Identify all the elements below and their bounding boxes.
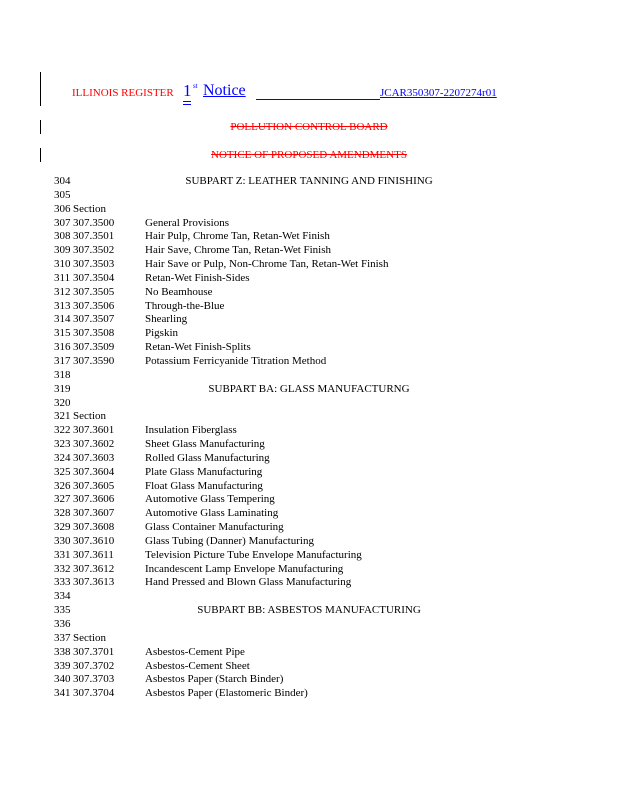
section-title: General Provisions	[145, 216, 230, 229]
text-line	[54, 660, 594, 674]
section-title: Automotive Glass Tempering	[145, 493, 275, 506]
section-number: 307.3504	[73, 271, 115, 284]
notice-label: Notice	[203, 82, 246, 99]
line-number: 325	[54, 465, 71, 478]
section-title: Television Picture Tube Envelope Manufacturing	[145, 548, 362, 561]
section-number: Section	[73, 410, 106, 423]
field-code-one: 1	[183, 81, 192, 100]
line-number: 308	[54, 230, 71, 243]
text-line	[54, 632, 594, 646]
line-number: 338	[54, 645, 71, 658]
text-line	[54, 673, 594, 687]
line-number: 324	[54, 451, 71, 464]
text-line	[54, 410, 594, 424]
section-number: 307.3606	[73, 493, 115, 506]
field-code-superscript: st	[193, 82, 198, 90]
text-line	[54, 313, 594, 327]
section-title: Asbestos-Cement Sheet	[145, 659, 250, 672]
section-title: Incandescent Lamp Envelope Manufacturing	[145, 562, 344, 575]
section-number: 307.3604	[73, 465, 115, 478]
section-title: Pigskin	[145, 327, 179, 340]
text-line	[54, 355, 594, 369]
section-title: No Beamhouse	[145, 285, 213, 298]
line-number: 322	[54, 424, 71, 437]
text-line	[54, 244, 594, 258]
revision-bar	[40, 72, 41, 106]
line-number: 340	[54, 673, 71, 686]
text-line	[54, 646, 594, 660]
line-number: 307	[54, 216, 71, 229]
text-line	[54, 369, 594, 383]
text-line	[54, 203, 594, 217]
section-title: Glass Tubing (Danner) Manufacturing	[145, 534, 314, 547]
line-number: 318	[54, 368, 71, 381]
text-line	[54, 272, 594, 286]
section-number: 307.3500	[73, 216, 115, 229]
section-number: 307.3506	[73, 299, 115, 312]
line-number: 319	[54, 382, 71, 395]
text-line	[54, 383, 594, 397]
section-title: Insulation Fiberglass	[145, 424, 237, 437]
line-number: 327	[54, 493, 71, 506]
jcar-code: JCAR350307-2207274r01	[380, 87, 497, 99]
text-line	[54, 327, 594, 341]
line-number: 304	[54, 175, 71, 187]
section-number: 307.3505	[73, 285, 115, 298]
section-title: Automotive Glass Laminating	[145, 507, 279, 520]
line-number: 341	[54, 687, 71, 700]
subpart-heading: SUBPART BB: ASBESTOS MANUFACTURING	[197, 604, 421, 617]
header-underline	[256, 99, 380, 100]
section-title: Through-the-Blue	[145, 299, 225, 312]
text-line	[54, 507, 594, 521]
section-title: Hair Pulp, Chrome Tan, Retan-Wet Finish	[145, 230, 330, 243]
section-title: Asbestos-Cement Pipe	[145, 645, 245, 658]
line-number: 309	[54, 244, 71, 257]
text-line	[54, 493, 594, 507]
text-line	[54, 618, 594, 632]
text-line	[54, 258, 594, 272]
text-line	[54, 535, 594, 549]
text-line	[54, 466, 594, 480]
section-number: 307.3603	[73, 451, 115, 464]
text-line	[54, 687, 594, 701]
section-title: Hand Pressed and Blown Glass Manufacturing	[145, 576, 352, 589]
line-number: 321	[54, 410, 71, 423]
section-number: 307.3590	[73, 354, 115, 367]
line-number: 330	[54, 534, 71, 547]
line-number: 323	[54, 438, 71, 451]
section-number: 307.3610	[73, 534, 115, 547]
section-title: Retan-Wet Finish-Sides	[145, 271, 250, 284]
section-title: Asbestos Paper (Elastomeric Binder)	[145, 687, 308, 700]
section-title: Hair Save or Pulp, Non-Chrome Tan, Retan-Wet Finish	[145, 258, 389, 271]
document-body	[54, 175, 594, 701]
line-number: 331	[54, 548, 71, 561]
line-number: 315	[54, 327, 71, 340]
section-number: Section	[73, 631, 106, 644]
text-line	[54, 438, 594, 452]
section-title: Hair Save, Chrome Tan, Retan-Wet Finish	[145, 244, 332, 257]
section-number: 307.3607	[73, 507, 115, 520]
section-title: Retan-Wet Finish-Splits	[145, 341, 251, 354]
section-number: 307.3704	[73, 687, 115, 700]
section-number: Section	[73, 202, 106, 215]
text-line	[54, 175, 594, 189]
text-line	[54, 424, 594, 438]
text-line	[54, 576, 594, 590]
section-number: 307.3508	[73, 327, 115, 340]
section-title: Float Glass Manufacturing	[145, 479, 263, 492]
section-number: 307.3502	[73, 244, 115, 257]
line-number: 339	[54, 659, 71, 672]
section-number: 307.3605	[73, 479, 115, 492]
line-number: 320	[54, 396, 71, 409]
line-number: 310	[54, 258, 71, 271]
register-title: ILLINOIS REGISTER	[72, 87, 174, 99]
section-number: 307.3503	[73, 258, 115, 271]
subpart-heading: SUBPART Z: LEATHER TANNING AND FINISHING	[185, 175, 433, 187]
line-number: 332	[54, 562, 71, 575]
section-title: Asbestos Paper (Starch Binder)	[145, 673, 284, 686]
notice-title: NOTICE OF PROPOSED AMENDMENTS	[211, 149, 407, 161]
line-number: 334	[54, 590, 71, 603]
line-number: 326	[54, 479, 71, 492]
section-title: Plate Glass Manufacturing	[145, 465, 263, 478]
line-number: 314	[54, 313, 71, 326]
text-line	[54, 604, 594, 618]
section-number: 307.3501	[73, 230, 115, 243]
section-title: Sheet Glass Manufacturing	[145, 438, 265, 451]
section-number: 307.3608	[73, 521, 115, 534]
section-number: 307.3601	[73, 424, 115, 437]
section-number: 307.3703	[73, 673, 115, 686]
text-line	[54, 397, 594, 411]
text-line	[54, 452, 594, 466]
line-number: 316	[54, 341, 71, 354]
text-line	[54, 480, 594, 494]
subpart-heading: SUBPART BA: GLASS MANUFACTURNG	[208, 382, 410, 395]
section-number: 307.3602	[73, 438, 115, 451]
section-number: 307.3702	[73, 659, 115, 672]
section-title: Shearling	[145, 313, 188, 326]
line-number: 329	[54, 521, 71, 534]
line-number: 335	[54, 604, 71, 617]
line-number: 317	[54, 354, 71, 367]
line-number: 311	[54, 271, 71, 284]
section-title: Glass Container Manufacturing	[145, 521, 284, 534]
text-line	[54, 286, 594, 300]
line-number: 337	[54, 631, 71, 644]
section-number: 307.3701	[73, 645, 115, 658]
line-number: 333	[54, 576, 71, 589]
text-line	[54, 189, 594, 203]
field-mark	[183, 104, 191, 105]
line-number: 312	[54, 285, 71, 298]
page-header	[72, 82, 512, 108]
text-line	[54, 563, 594, 577]
line-number: 313	[54, 299, 71, 312]
text-line	[54, 549, 594, 563]
line-number: 328	[54, 507, 71, 520]
agency-name: POLLUTION CONTROL BOARD	[230, 121, 388, 133]
line-number: 306	[54, 202, 71, 215]
line-number: 305	[54, 188, 71, 201]
section-number: 307.3507	[73, 313, 115, 326]
text-line	[54, 300, 594, 314]
text-line	[54, 590, 594, 604]
field-mark	[183, 101, 191, 102]
text-line	[54, 217, 594, 231]
line-number: 336	[54, 618, 71, 630]
section-title: Rolled Glass Manufacturing	[145, 451, 270, 464]
section-number: 307.3613	[73, 576, 115, 589]
section-number: 307.3509	[73, 341, 115, 354]
text-line	[54, 341, 594, 355]
section-number: 307.3611	[73, 548, 114, 561]
section-title: Potassium Ferricyanide Titration Method	[145, 354, 327, 367]
text-line	[54, 521, 594, 535]
section-number: 307.3612	[73, 562, 115, 575]
text-line	[54, 230, 594, 244]
